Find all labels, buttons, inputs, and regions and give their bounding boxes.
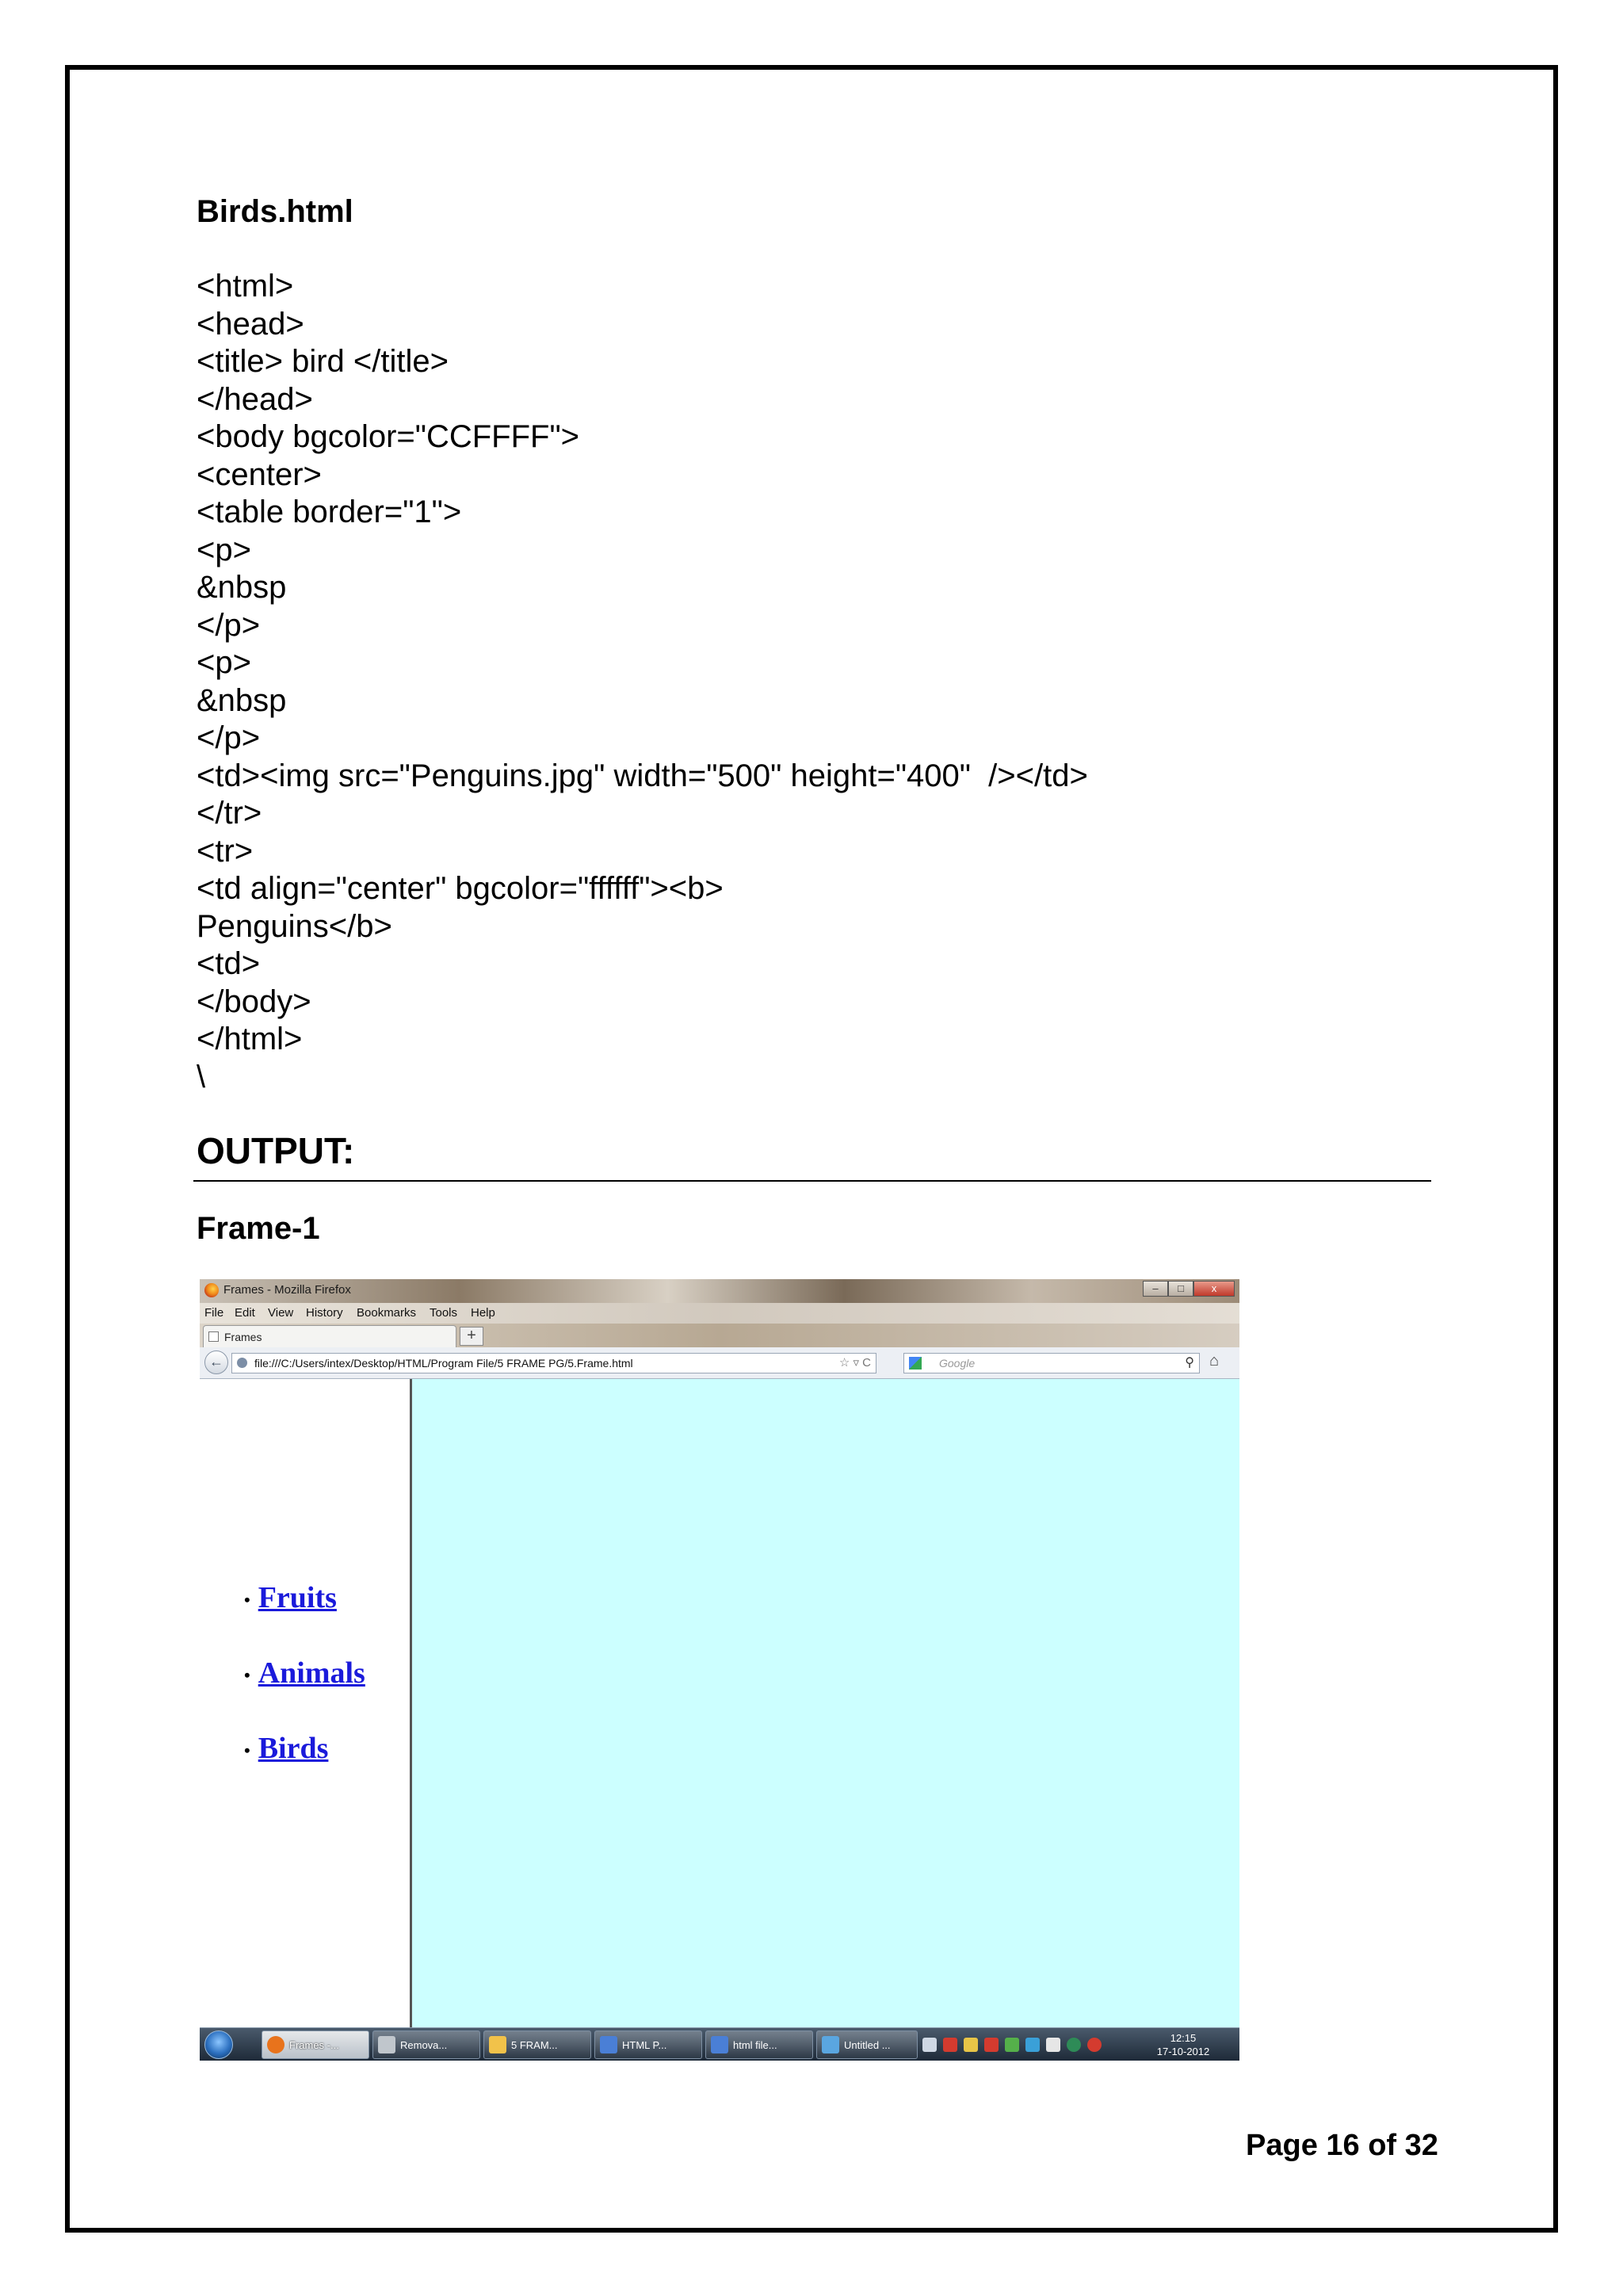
tab-frames[interactable] — [203, 1325, 456, 1347]
code-line: <html> — [197, 269, 294, 304]
tool-icon[interactable] — [964, 2038, 978, 2052]
maximize-button[interactable]: □ — [1168, 1281, 1193, 1297]
network-alert-icon[interactable] — [984, 2038, 999, 2052]
link-birds[interactable]: Birds — [258, 1732, 329, 1765]
list-item — [244, 1580, 365, 1656]
browser-screenshot — [200, 1279, 1239, 2061]
word-icon — [600, 2036, 617, 2053]
taskbar-label: Untitled ... — [844, 2039, 891, 2051]
paint-icon — [822, 2036, 839, 2053]
link-animals[interactable]: Animals — [258, 1656, 365, 1690]
file-heading: Birds.html — [197, 194, 353, 229]
left-frame — [200, 1379, 412, 2027]
taskbar-button-word-2[interactable] — [705, 2030, 813, 2059]
close-button[interactable]: x — [1193, 1281, 1235, 1297]
bullet-icon: • — [244, 1740, 250, 1761]
system-tray — [922, 2034, 1102, 2055]
search-bar[interactable] — [903, 1353, 1200, 1373]
code-line: <head> — [197, 306, 304, 342]
bookmark-star-icon[interactable]: ☆ ▿ C — [838, 1356, 871, 1370]
code-line: <tr> — [197, 833, 254, 869]
windows-taskbar — [200, 2027, 1239, 2061]
back-button[interactable] — [204, 1350, 228, 1374]
code-line: <p> — [197, 532, 251, 567]
right-frame — [412, 1379, 1239, 2027]
url-text: file:///C:/Users/intex/Desktop/HTML/Program File/5 FRAME PG/5.Frame.html — [254, 1357, 633, 1370]
link-list — [244, 1580, 365, 1806]
clock-date: 17-10-2012 — [1156, 2046, 1210, 2057]
new-tab-button[interactable]: + — [460, 1327, 483, 1346]
menu-bar — [200, 1303, 1239, 1324]
url-bar[interactable] — [231, 1353, 876, 1373]
taskbar-button-word-1[interactable] — [594, 2030, 702, 2059]
code-line: <p> — [197, 645, 251, 680]
firefox-icon — [267, 2036, 285, 2053]
code-line: &nbsp — [197, 570, 287, 605]
menu-edit[interactable]: Edit — [235, 1306, 255, 1320]
code-line: <table border="1"> — [197, 495, 462, 529]
globe-icon — [237, 1358, 247, 1368]
code-line: </html> — [197, 1022, 303, 1056]
code-line: <td><img src="Penguins.jpg" width="500" height="400" /></td> — [197, 758, 1088, 793]
torrent-icon[interactable] — [1067, 2038, 1081, 2052]
volume-icon[interactable] — [1046, 2038, 1060, 2052]
window-titlebar — [200, 1279, 1239, 1303]
menu-help[interactable]: Help — [471, 1306, 495, 1320]
menu-tools[interactable]: Tools — [430, 1306, 458, 1320]
link-fruits[interactable]: Fruits — [258, 1581, 337, 1614]
clock-time: 12:15 — [1170, 2032, 1197, 2044]
code-line: </head> — [197, 381, 313, 417]
code-line: <td align="center" bgcolor="ffffff"><b> — [197, 871, 724, 906]
code-line: <td> — [197, 946, 261, 981]
frame-heading: Frame-1 — [197, 1211, 320, 1246]
list-item — [244, 1656, 365, 1731]
code-line: <title> bird </title> — [197, 344, 449, 379]
tab-label: Frames — [224, 1331, 262, 1343]
code-listing — [197, 268, 1088, 1096]
code-line: Penguins</b> — [197, 908, 392, 944]
menu-bookmarks[interactable]: Bookmarks — [357, 1306, 417, 1320]
code-line: <body bgcolor="CCFFFF"> — [197, 419, 580, 454]
bullet-icon: • — [244, 1665, 250, 1686]
taskbar-label: Remova... — [400, 2039, 448, 2051]
code-line: </p> — [197, 720, 261, 755]
app-icon[interactable] — [1087, 2038, 1102, 2052]
back-arrow-icon: ← — [209, 1354, 223, 1370]
section-divider — [193, 1180, 1431, 1182]
taskbar-label: 5 FRAM... — [511, 2039, 558, 2051]
taskbar-button-removable[interactable] — [372, 2030, 480, 2059]
search-placeholder: Google — [939, 1357, 976, 1370]
code-line: &nbsp — [197, 682, 287, 718]
menu-view[interactable]: View — [268, 1306, 294, 1320]
search-icon[interactable]: ⚲ — [1185, 1356, 1194, 1370]
window-controls — [1143, 1281, 1235, 1298]
taskbar-label: html file... — [733, 2039, 777, 2051]
word-icon — [711, 2036, 728, 2053]
folder-icon — [489, 2036, 506, 2053]
code-line: </tr> — [197, 796, 262, 831]
code-line: </p> — [197, 607, 261, 643]
clock[interactable] — [1148, 2031, 1219, 2058]
taskbar-button-paint[interactable] — [816, 2030, 918, 2059]
taskbar-label: Frames -... — [289, 2039, 339, 2051]
code-line: </body> — [197, 984, 311, 1019]
google-icon — [909, 1357, 922, 1370]
mail-icon[interactable] — [922, 2038, 937, 2052]
page-number: Page 16 of 32 — [1246, 2129, 1438, 2162]
pdf-icon[interactable] — [943, 2038, 957, 2052]
update-icon[interactable] — [1005, 2038, 1019, 2052]
navigation-bar — [200, 1347, 1239, 1379]
taskbar-button-folder[interactable] — [483, 2030, 591, 2059]
frameset — [200, 1379, 1239, 2027]
list-item — [244, 1731, 365, 1806]
taskbar-label: HTML P... — [622, 2039, 667, 2051]
firefox-icon — [204, 1283, 219, 1297]
home-icon[interactable]: ⌂ — [1209, 1352, 1220, 1370]
code-line: \ — [197, 1059, 206, 1095]
bullet-icon: • — [244, 1590, 250, 1610]
menu-file[interactable]: File — [204, 1306, 224, 1320]
taskbar-button-firefox[interactable] — [262, 2030, 369, 2059]
code-line: <center> — [197, 457, 322, 492]
output-heading: OUTPUT: — [197, 1130, 355, 1171]
drive-icon — [378, 2036, 395, 2053]
page-icon — [208, 1331, 219, 1342]
sync-icon[interactable] — [1025, 2038, 1040, 2052]
start-button[interactable] — [204, 2030, 233, 2059]
window-title: Frames - Mozilla Firefox — [223, 1283, 351, 1297]
minimize-button[interactable]: – — [1143, 1281, 1168, 1297]
menu-history[interactable]: History — [306, 1306, 343, 1320]
tab-bar — [200, 1324, 1239, 1347]
